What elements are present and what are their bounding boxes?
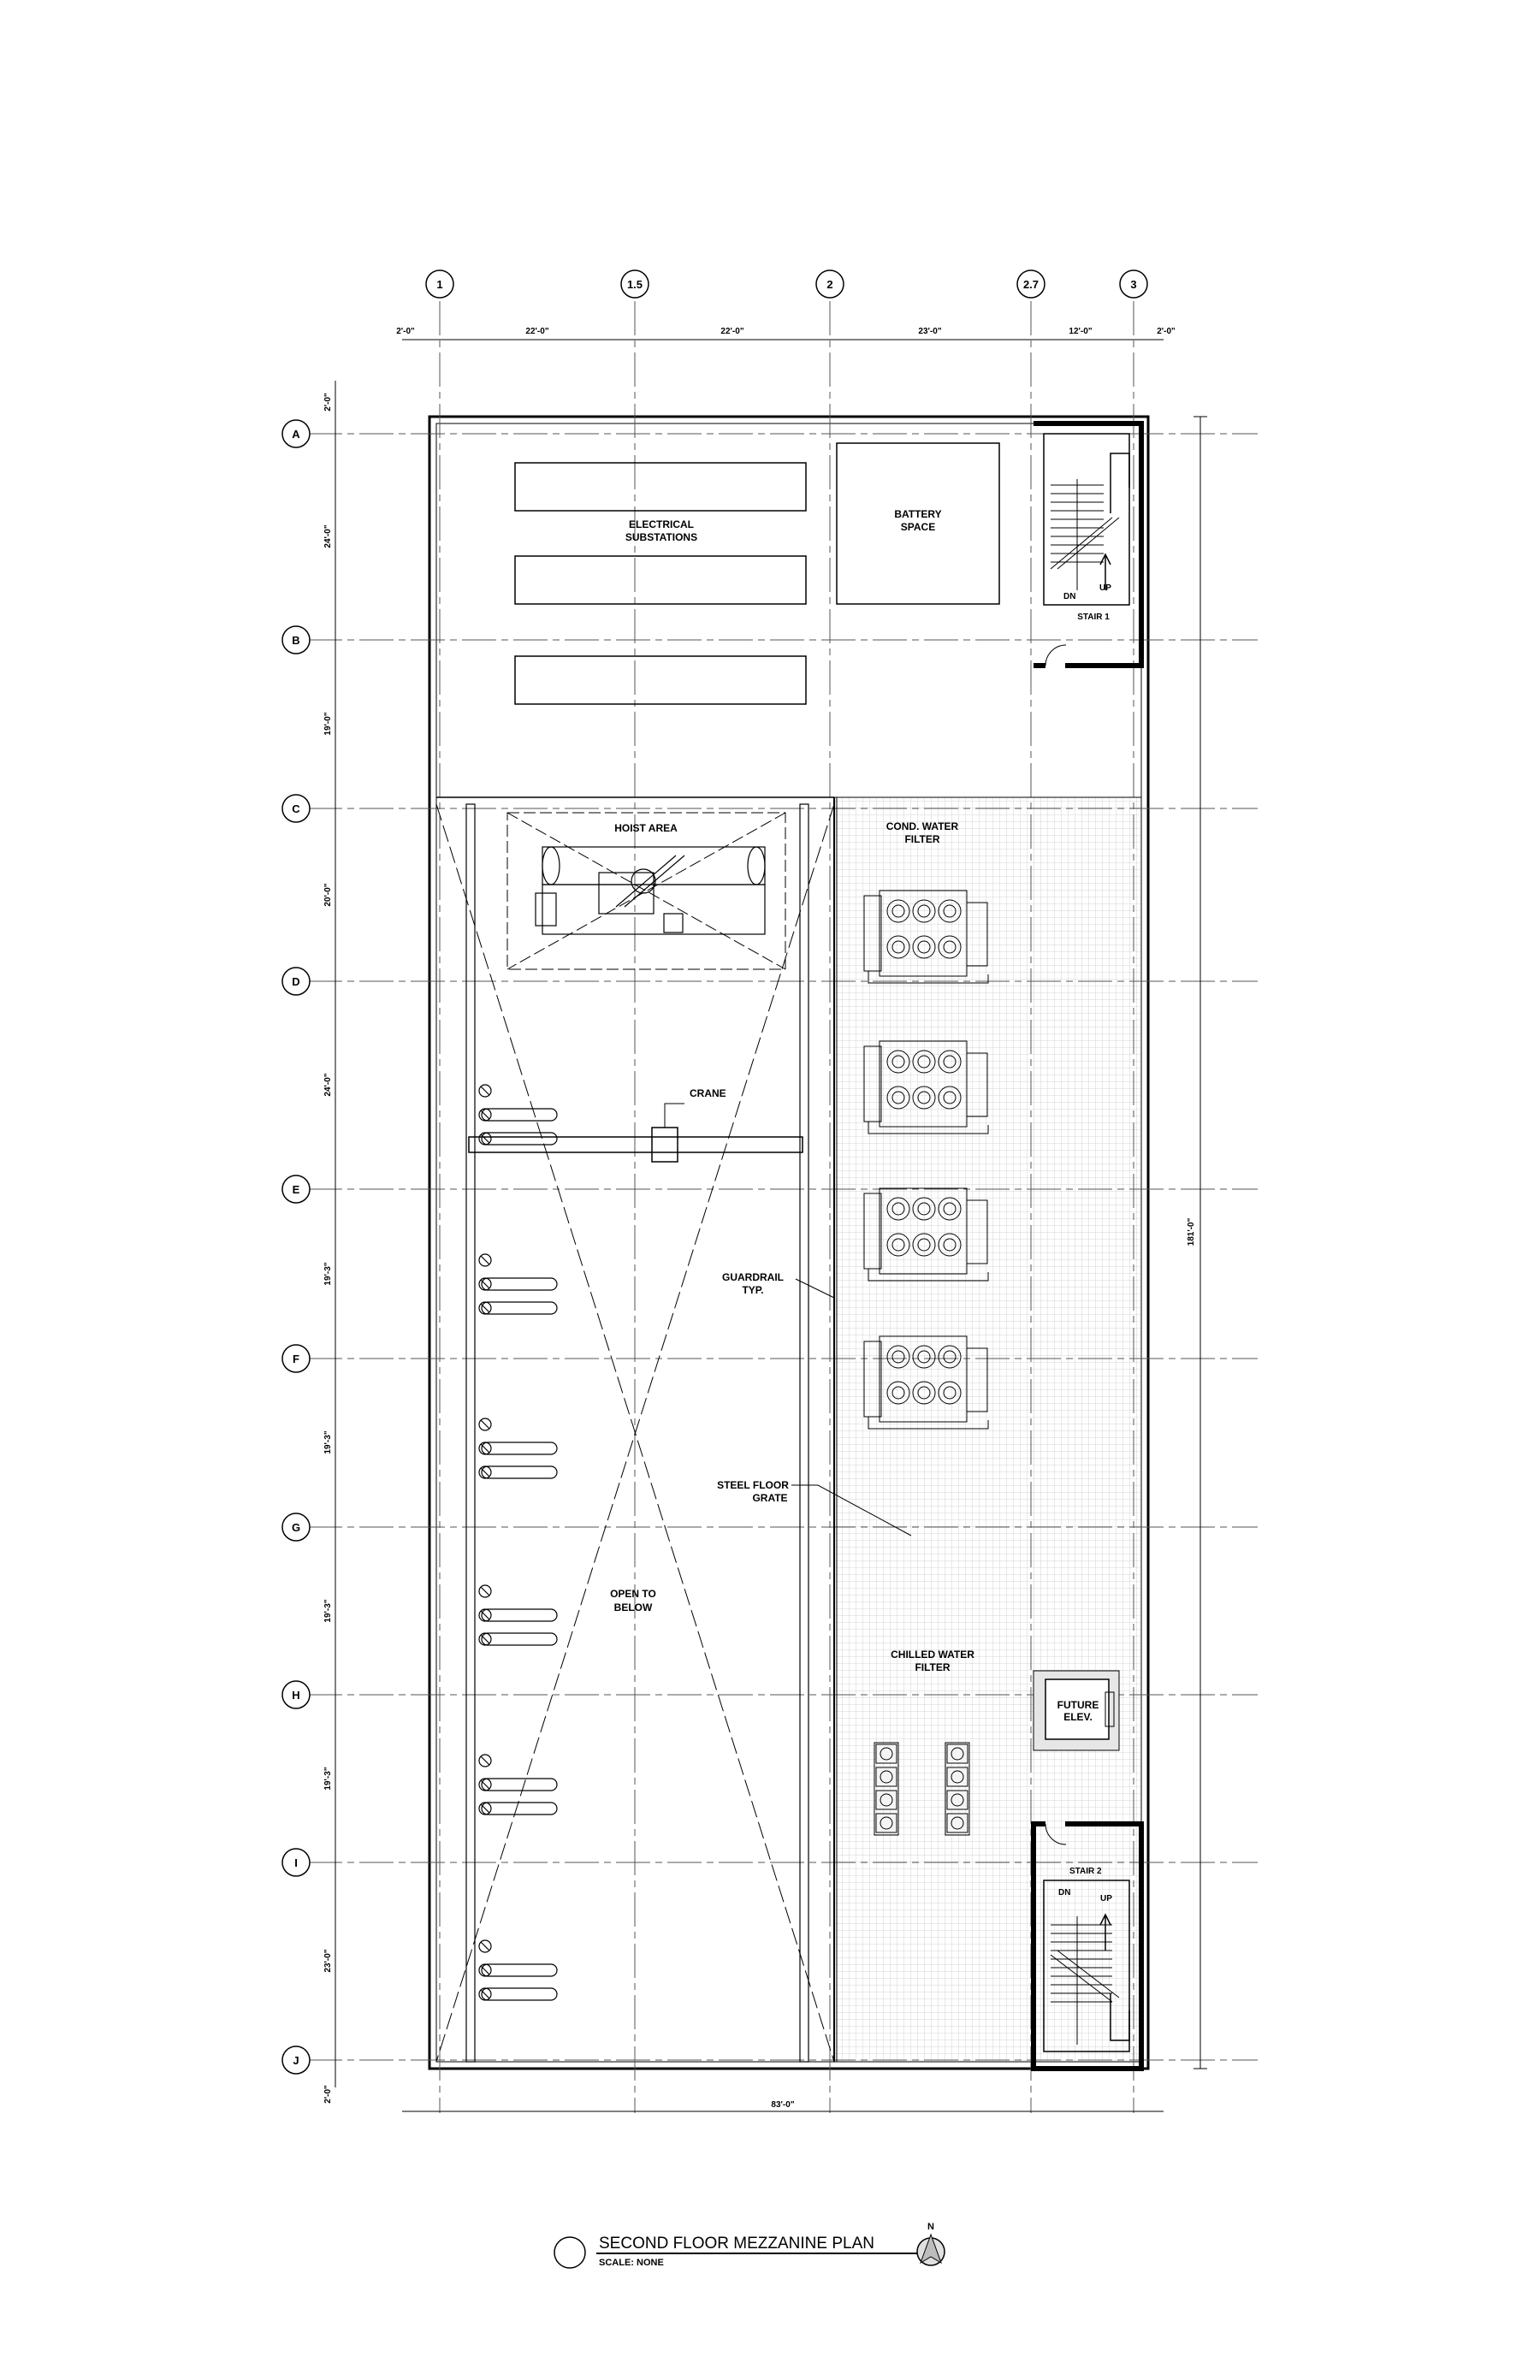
stair-2-up-label: UP xyxy=(1100,1894,1112,1903)
left-dimension-labels xyxy=(323,393,333,2104)
open-below-label-line1: OPEN TO xyxy=(610,1588,656,1600)
battery-label-line1: BATTERY xyxy=(894,508,942,520)
left-dimension-label: 24'-0" xyxy=(323,524,333,548)
column-bubble-label: 3 xyxy=(1130,278,1137,291)
guardrail-label-line1: GUARDRAIL xyxy=(722,1271,784,1283)
hoist-area-x xyxy=(507,813,785,969)
row-bubble-G xyxy=(282,1513,310,1541)
left-dimension-label: 19'-3" xyxy=(323,1430,333,1454)
column-bubble-label: 1.5 xyxy=(626,278,643,291)
left-dimension-label: 24'-0" xyxy=(323,1073,333,1097)
left-dimension-label: 19'-3" xyxy=(323,1599,333,1623)
top-dimension-label: 22'-0" xyxy=(720,327,744,336)
pipe-group xyxy=(479,1940,557,2000)
steel-floor-label-line1: STEEL FLOOR xyxy=(717,1479,789,1491)
left-dimension-label: 19'-3" xyxy=(323,1262,333,1286)
future-elev-line2: ELEV. xyxy=(1063,1711,1093,1723)
left-dimension-label: 19'-0" xyxy=(323,712,333,736)
row-bubble-F xyxy=(282,1345,310,1372)
column-bubble-1 xyxy=(426,270,453,298)
row-bubble-label: C xyxy=(292,802,300,815)
left-dimension-label: 20'-0" xyxy=(323,883,333,907)
pipe-group xyxy=(479,1755,557,1815)
electrical-label-line2: SUBSTATIONS xyxy=(625,531,698,543)
electrical-label-line1: ELECTRICAL xyxy=(629,518,694,530)
row-bubble-J xyxy=(282,2046,310,2074)
pipe-group xyxy=(479,1418,557,1478)
stair-1-up-label: UP xyxy=(1099,583,1111,593)
steel-floor-label-line2: GRATE xyxy=(752,1492,788,1504)
top-dimension-label: 2'-0" xyxy=(396,327,415,336)
hoist-area-label: HOIST AREA xyxy=(614,822,678,834)
top-dimension-labels xyxy=(396,327,1176,336)
row-bubble-label: A xyxy=(292,428,300,441)
left-dimension-label: 19'-3" xyxy=(323,1767,333,1791)
guardrail-label-line2: TYP. xyxy=(742,1284,764,1296)
pipe-group xyxy=(479,1085,557,1145)
cond-water-label-line2: FILTER xyxy=(904,833,940,845)
top-dimension-label: 23'-0" xyxy=(918,327,942,336)
chilled-water-label-line1: CHILLED WATER xyxy=(891,1649,974,1661)
column-bubble-label: 1 xyxy=(436,278,443,291)
guardrail-label xyxy=(722,1271,784,1296)
row-bubble-B xyxy=(282,626,310,654)
drawing-title: SECOND FLOOR MEZZANINE PLAN xyxy=(599,2235,874,2253)
row-bubble-H xyxy=(282,1681,310,1708)
overall-width-label: 83'-0" xyxy=(771,2100,795,2110)
top-dimension-label: 2'-0" xyxy=(1157,327,1176,336)
row-bubbles xyxy=(282,420,310,2074)
drawing-scale: SCALE: NONE xyxy=(599,2258,664,2268)
column-bubble-2 xyxy=(816,270,844,298)
overall-height-label: 181'-0" xyxy=(1187,1217,1196,1246)
stair-1-label: STAIR 1 xyxy=(1077,613,1110,622)
column-bubble-1.5 xyxy=(621,270,649,298)
cond-water-label-line1: COND. WATER xyxy=(886,820,959,832)
stair-2-label: STAIR 2 xyxy=(1069,1867,1102,1876)
open-to-below-label xyxy=(610,1588,656,1613)
row-bubble-I xyxy=(282,1849,310,1876)
column-bubble-2.7 xyxy=(1017,270,1045,298)
chiller-equipment xyxy=(536,847,765,934)
left-dimension-label: 2'-0" xyxy=(323,393,333,411)
row-bubble-D xyxy=(282,968,310,995)
north-label: N xyxy=(927,2222,934,2232)
row-bubble-label: F xyxy=(293,1353,299,1365)
row-bubble-E xyxy=(282,1175,310,1203)
row-bubble-label: I xyxy=(294,1856,298,1869)
chilled-water-label-line2: FILTER xyxy=(915,1661,951,1673)
row-bubble-label: G xyxy=(291,1521,301,1534)
title-bubble xyxy=(554,2237,585,2268)
left-dimension-label: 2'-0" xyxy=(323,2085,333,2104)
stair-2-dn-label: DN xyxy=(1058,1888,1071,1897)
battery-label-line2: SPACE xyxy=(900,521,936,533)
row-bubble-A xyxy=(282,420,310,447)
electrical-substations xyxy=(515,463,806,704)
column-bubble-label: 2.7 xyxy=(1022,278,1040,291)
column-bubble-3 xyxy=(1120,270,1147,298)
stair-1-dn-label: DN xyxy=(1063,592,1076,601)
steel-floor-grate-label xyxy=(717,1479,789,1504)
pipe-group xyxy=(479,1254,557,1314)
stair-1 xyxy=(1034,423,1141,666)
row-bubble-label: D xyxy=(292,975,300,988)
pipe-group xyxy=(479,1585,557,1645)
row-bubble-label: H xyxy=(292,1689,300,1702)
left-dimension-label: 23'-0" xyxy=(323,1949,333,1973)
electrical-substations-label xyxy=(625,518,697,543)
open-below-label-line2: BELOW xyxy=(613,1601,653,1613)
future-elev-line1: FUTURE xyxy=(1057,1699,1099,1711)
row-bubble-label: E xyxy=(292,1183,300,1196)
crane-label: CRANE xyxy=(690,1087,726,1099)
north-arrow-icon xyxy=(917,2235,945,2265)
top-dimension-label: 22'-0" xyxy=(525,327,549,336)
column-bubble-label: 2 xyxy=(826,278,833,291)
top-dimension-label: 12'-0" xyxy=(1069,327,1093,336)
row-bubble-C xyxy=(282,795,310,822)
row-bubble-label: J xyxy=(293,2054,299,2067)
column-bubbles xyxy=(426,270,1147,298)
battery-space-label xyxy=(894,508,941,533)
row-bubble-label: B xyxy=(292,634,300,647)
